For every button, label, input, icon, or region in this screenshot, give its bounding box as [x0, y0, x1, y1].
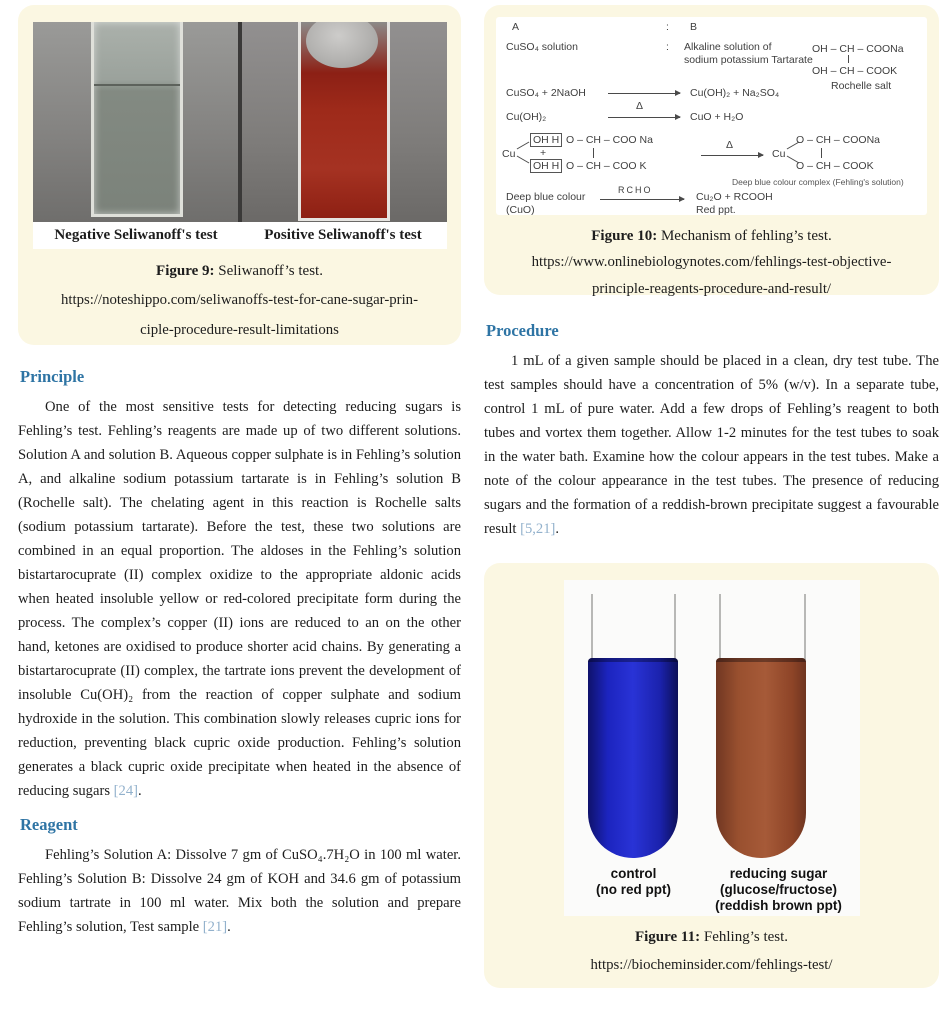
- figure10-url-line1[interactable]: https://www.onlinebiologynotes.com/fehlings-test-objective-: [531, 254, 892, 270]
- citation-24[interactable]: [24]: [113, 783, 138, 799]
- eq1-left: CuSO₄ + 2NaOH: [506, 87, 586, 99]
- figure10-caption: [484, 223, 939, 249]
- figure11-url-line1[interactable]: https://biocheminsider.com/fehlings-test/: [590, 957, 833, 973]
- photo-labels: [33, 222, 447, 249]
- principle-period: .: [137, 783, 142, 799]
- citation-5-21[interactable]: [5,21]: [520, 521, 556, 537]
- cuvette-meniscus: [306, 22, 378, 68]
- figure11-panel: [484, 563, 939, 988]
- reaction-arrow: [608, 93, 680, 94]
- rcho-label: RCHO: [618, 185, 653, 195]
- eq3-left-line1: Deep blue colour: [506, 191, 586, 203]
- figure9-url-line2[interactable]: ciple-procedure-result-limitations: [140, 322, 339, 338]
- seliwanoff-photo: [33, 22, 447, 222]
- column-a-label: A: [512, 21, 520, 33]
- fehling-mechanism-diagram: [496, 17, 927, 215]
- procedure-period: .: [555, 521, 560, 537]
- rochelle-structure-line1: OH – CH – COONa: [812, 43, 904, 55]
- deep-blue-complex-caption: Deep blue colour complex (Fehling's solution): [732, 177, 904, 187]
- figure11-caption-label: Figure 11:: [634, 929, 701, 945]
- figure11-url[interactable]: [484, 951, 939, 979]
- right-column: [484, 5, 939, 988]
- tube-glass-wall: [719, 594, 721, 660]
- eq1-right: Cu(OH)₂ + Na₂SO₄: [690, 87, 780, 99]
- tube-glass-wall: [591, 594, 593, 660]
- principle-heading: Principle: [20, 367, 85, 386]
- delta-label-2: Δ: [726, 139, 734, 151]
- colon-separator-2: :: [666, 41, 669, 53]
- bond-line: [848, 55, 849, 63]
- solution-a-text: CuSO₄ solution: [506, 41, 578, 53]
- tube-glass-wall: [674, 594, 676, 660]
- product-na-text: O – CH – COONa: [796, 134, 881, 146]
- figure9-caption-text: Seliwanoff’s test.: [218, 263, 323, 279]
- figure10-caption-text: Mechanism of fehling’s test.: [660, 228, 832, 244]
- bond-line: [593, 148, 594, 158]
- control-label: [570, 866, 698, 898]
- reaction-arrow-rcho: [600, 199, 684, 200]
- procedure-paragraph: [484, 349, 939, 541]
- sugar-label-line1: reducing sugar: [729, 866, 828, 881]
- cu-atom-right: Cu: [772, 148, 786, 160]
- positive-test-photo-half: [240, 22, 447, 222]
- ligand-k-text: O – CH – COO K: [566, 160, 647, 172]
- positive-test-label: Positive Seliwanoff's test: [264, 227, 422, 243]
- rochelle-salt-label: Rochelle salt: [831, 80, 892, 92]
- column-b-label: B: [690, 21, 698, 33]
- bond-diagonal-down: [517, 156, 530, 164]
- cu-atom-left: Cu: [502, 148, 516, 160]
- reagent-text: Fehling’s Solution A: Dissolve 7 gm of CuSO₄.7H₂O in 100 ml water. Fehling’s Solution B: Dissolve 24 gm of KOH and 34.6 gm of potassium sodium tartrate in 100 ml water. Mix both the solution and prepare Fehling’s solution, Test sample: [18, 847, 461, 935]
- figure9-caption: [18, 258, 461, 285]
- eq3-left-line2: (CuO): [506, 204, 535, 216]
- solution-b-text-line1: Alkaline solution of: [684, 41, 772, 53]
- rochelle-structure-line2: OH – CH – COOK: [812, 65, 898, 77]
- figure9-photo: [33, 22, 447, 249]
- tube-glass-wall: [804, 594, 806, 660]
- plus-sign: +: [540, 147, 547, 159]
- reducing-sugar-label: [700, 866, 858, 914]
- positive-cuvette: [298, 22, 390, 221]
- negative-test-label: Negative Seliwanoff's test: [54, 227, 218, 243]
- figure10-url[interactable]: [484, 249, 939, 303]
- ligand-box-top: OH H: [530, 133, 562, 147]
- figure9-url-line1[interactable]: https://noteshippo.com/seliwanoffs-test-for-cane-sugar-prin-: [60, 292, 419, 308]
- reaction-arrow-delta: [608, 117, 680, 118]
- figure10-panel: [484, 5, 939, 295]
- ligand-box-bottom: OH H: [530, 159, 562, 173]
- principle-text: One of the most sensitive tests for detecting reducing sugars is Fehling’s test. Fehling’s reagents are made up of two different solutions. Solution A and solution B. Aqueous copper sulphate is in Fehling’s solution A, and alkaline sodium potassium tartarate is in Fehling’s solution B (Rochelle salt). The chelating agent in this reaction is Rochelle salts (sodium potassium tartarate). Before the test, these two solutions are combined in an equal proportion. The aldoses in the Fehling’s solution bistartarocuprate (II) complex oxidize to the appropriate aldonic acids when heated insoluble yellow or red-colored precipitate form during the process. The complex’s copper (II) ions are reduced to an on the other hand, ketones are oxidised to produce shorter acid chains. By generating a bistartarocuprate (II) complex, the tartrate ions prevent the development of insoluble Cu(OH)₂ from the reaction of copper sulphate and sodium hydroxide in the solution. This combination slowly releases cupric ions for reduction, preventing black cupric oxide production. Fehling’s solution generates a black cupric oxide precipitate when heated in the absence of reducing sugars: [18, 399, 461, 799]
- figure10-caption-label: Figure 10:: [591, 228, 658, 244]
- control-label-line2: (no red ppt): [596, 882, 671, 897]
- fehling-test-photo: [564, 580, 860, 916]
- solution-b-text-line2: sodium potassium Tartarate: [684, 54, 813, 66]
- control-label-line1: control: [610, 866, 657, 881]
- bond-line: [821, 148, 822, 158]
- reagent-paragraph: [18, 843, 461, 939]
- citation-21[interactable]: [21]: [202, 919, 228, 935]
- negative-cuvette: [91, 22, 183, 217]
- eq3-right-line1: Cu₂O + RCOOH: [696, 191, 773, 203]
- figure9-caption-label: Figure 9:: [156, 263, 215, 279]
- figure9-url[interactable]: [18, 285, 461, 345]
- left-column: [18, 5, 461, 939]
- delta-label: Δ: [636, 100, 644, 112]
- bond-diagonal-up: [517, 142, 530, 150]
- reaction-arrow-delta-2: [701, 155, 763, 156]
- figure11-caption-text: Fehling’s test.: [703, 929, 789, 945]
- figure10-url-line2[interactable]: principle-reagents-procedure-and-result/: [591, 281, 832, 297]
- control-test-tube: [588, 658, 678, 858]
- eq3-right-line2: Red ppt.: [696, 204, 736, 216]
- photo-divider: [238, 22, 242, 222]
- procedure-text: 1 mL of a given sample should be placed in a clean, dry test tube. The test samples should have a concentration of 5% (w/v). In a separate tube, control 1 mL of pure water. Add a few drops of Fehling’s reagent to both tubes and vortex them together. Allow 1-2 minutes for the test tubes to soak in the water bath. Examine how the colour appears in the test tubes. Make a note of the colour appearance in the test tubes. The presence of reducing sugars and the formation of a reddish-brown precipitate suggest a favourable result: [484, 353, 939, 537]
- eq2-right: CuO + H₂O: [690, 111, 744, 123]
- figure11-caption: [484, 924, 939, 951]
- sugar-label-line3: (reddish brown ppt): [715, 898, 842, 913]
- eq2-left: Cu(OH)₂: [506, 111, 547, 123]
- principle-paragraph: [18, 395, 461, 803]
- reducing-sugar-test-tube: [716, 658, 806, 858]
- colon-separator: :: [666, 21, 669, 33]
- figure9-panel: [18, 5, 461, 345]
- procedure-heading: Procedure: [486, 321, 559, 340]
- negative-test-photo-half: [33, 22, 240, 222]
- product-k-text: O – CH – COOK: [796, 160, 874, 172]
- sugar-label-line2: (glucose/fructose): [719, 882, 838, 897]
- reagent-heading: Reagent: [20, 815, 78, 834]
- ligand-na-text: O – CH – COO Na: [566, 134, 653, 146]
- reagent-period: .: [227, 919, 231, 935]
